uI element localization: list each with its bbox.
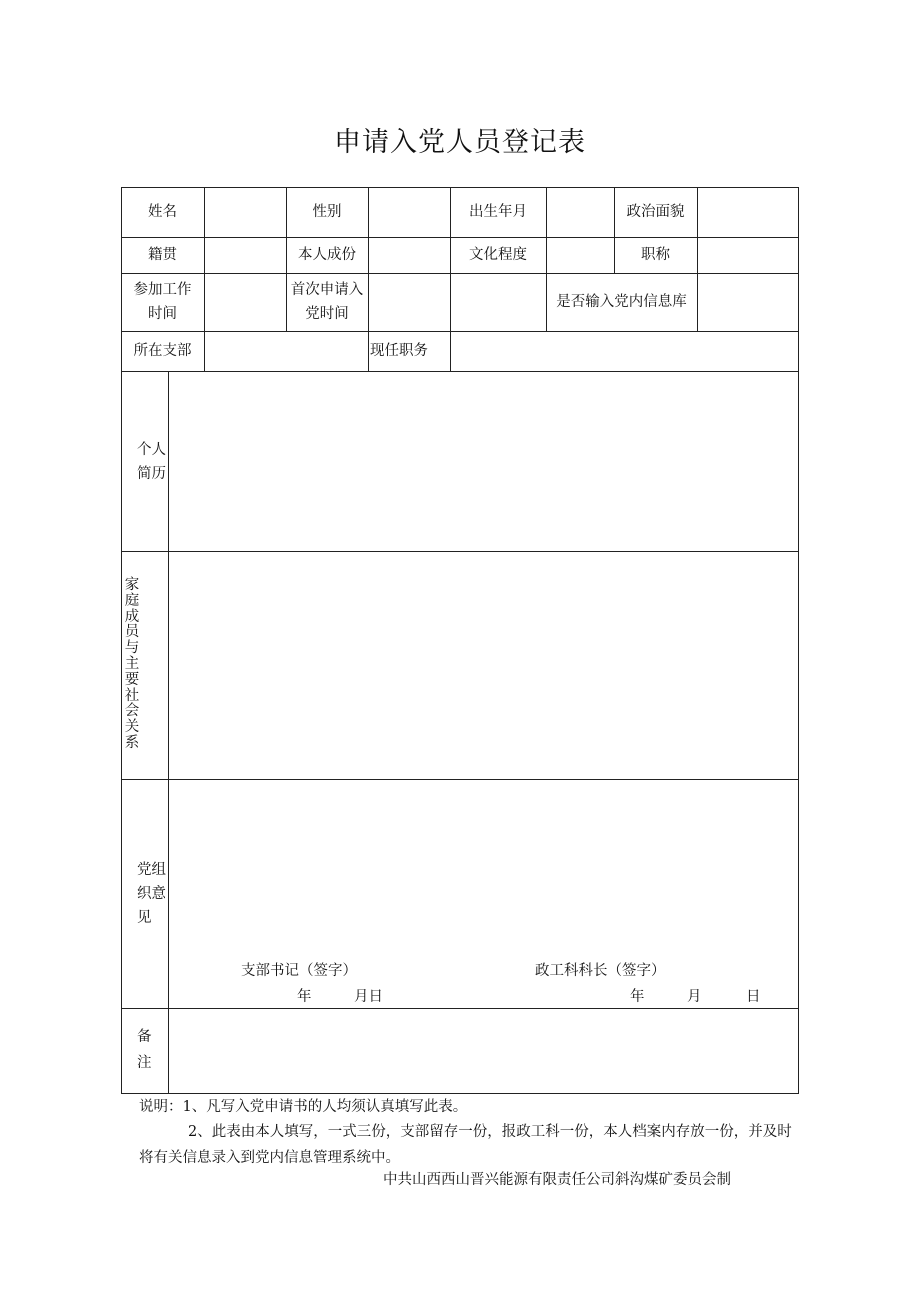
- label-education: 文化程度: [469, 247, 527, 263]
- label-opinion-line1: 党组: [137, 862, 166, 878]
- note-2: 2、此表由本人填写，一式三份，支部留存一份，报政工科一份，本人档案内存放一份，并及时将有关信息录入到党内信息管理系统中。: [139, 1124, 792, 1166]
- entered-db-field[interactable]: [698, 274, 798, 331]
- birth-field[interactable]: [547, 188, 614, 237]
- label-job-title: 职称: [641, 247, 670, 263]
- signature-chief: 政工科科长（签字）: [535, 963, 666, 979]
- label-resume-line1: 个人: [137, 442, 166, 458]
- political-status-field[interactable]: [698, 188, 798, 237]
- current-post-field[interactable]: [451, 332, 798, 371]
- label-first-apply-line1: 首次申请入: [290, 282, 364, 298]
- label-birth: 出生年月: [469, 204, 527, 220]
- label-opinion-line3: 见: [137, 910, 152, 926]
- label-opinion-line2: 织意: [137, 886, 166, 902]
- label-work-start-line2: 时间: [148, 306, 177, 322]
- label-resume-line2: 简历: [137, 466, 166, 482]
- secretary-date-year: 年: [297, 989, 312, 1005]
- label-remark-line2: 注: [137, 1055, 152, 1071]
- family-field[interactable]: [169, 552, 798, 779]
- label-gender: 性别: [312, 204, 342, 220]
- resume-field[interactable]: [169, 372, 798, 551]
- native-place-field[interactable]: [205, 238, 286, 273]
- chief-date-day: 日: [746, 989, 761, 1005]
- issuer: 中共山西西山晋兴能源有限责任公司斜沟煤矿委员会制: [383, 1172, 731, 1188]
- opinion-field[interactable]: [169, 780, 798, 960]
- label-political-status: 政治面貌: [626, 204, 685, 220]
- label-family: 家庭成员与主要社会关系: [124, 577, 140, 751]
- remark-field[interactable]: [169, 1009, 798, 1093]
- label-remark-line1: 备: [137, 1029, 152, 1045]
- chief-date-year: 年: [630, 989, 645, 1005]
- label-work-start: [121, 273, 204, 331]
- label-work-start-line1: 参加工作: [133, 282, 192, 298]
- label-first-apply: [286, 273, 368, 331]
- first-apply-field[interactable]: [369, 274, 450, 331]
- secretary-date-month-day: 月日: [354, 989, 383, 1005]
- label-name: 姓名: [148, 204, 177, 220]
- chief-date-month: 月: [687, 989, 702, 1005]
- label-first-apply-line2: 党时间: [305, 306, 349, 322]
- work-start-field[interactable]: [205, 274, 286, 331]
- blank-field[interactable]: [451, 274, 546, 331]
- label-entered-db: 是否输入党内信息库: [556, 294, 687, 310]
- branch-field[interactable]: [205, 332, 368, 371]
- label-branch: 所在支部: [133, 343, 192, 359]
- personal-status-field[interactable]: [369, 238, 450, 273]
- gender-field[interactable]: [369, 188, 450, 237]
- job-title-field[interactable]: [698, 238, 798, 273]
- form-title: 申请入党人员登记表: [334, 127, 586, 158]
- name-field[interactable]: [205, 188, 286, 237]
- note-1: 说明：1、凡写入党申请书的人均须认真填写此表。: [139, 1099, 468, 1115]
- label-native-place: 籍贯: [148, 247, 177, 263]
- education-field[interactable]: [547, 238, 614, 273]
- label-current-post: 现任职务: [370, 343, 428, 359]
- label-personal-status: 本人成份: [298, 247, 356, 263]
- table-border-right: [798, 187, 799, 1093]
- signature-secretary: 支部书记（签字）: [241, 963, 357, 979]
